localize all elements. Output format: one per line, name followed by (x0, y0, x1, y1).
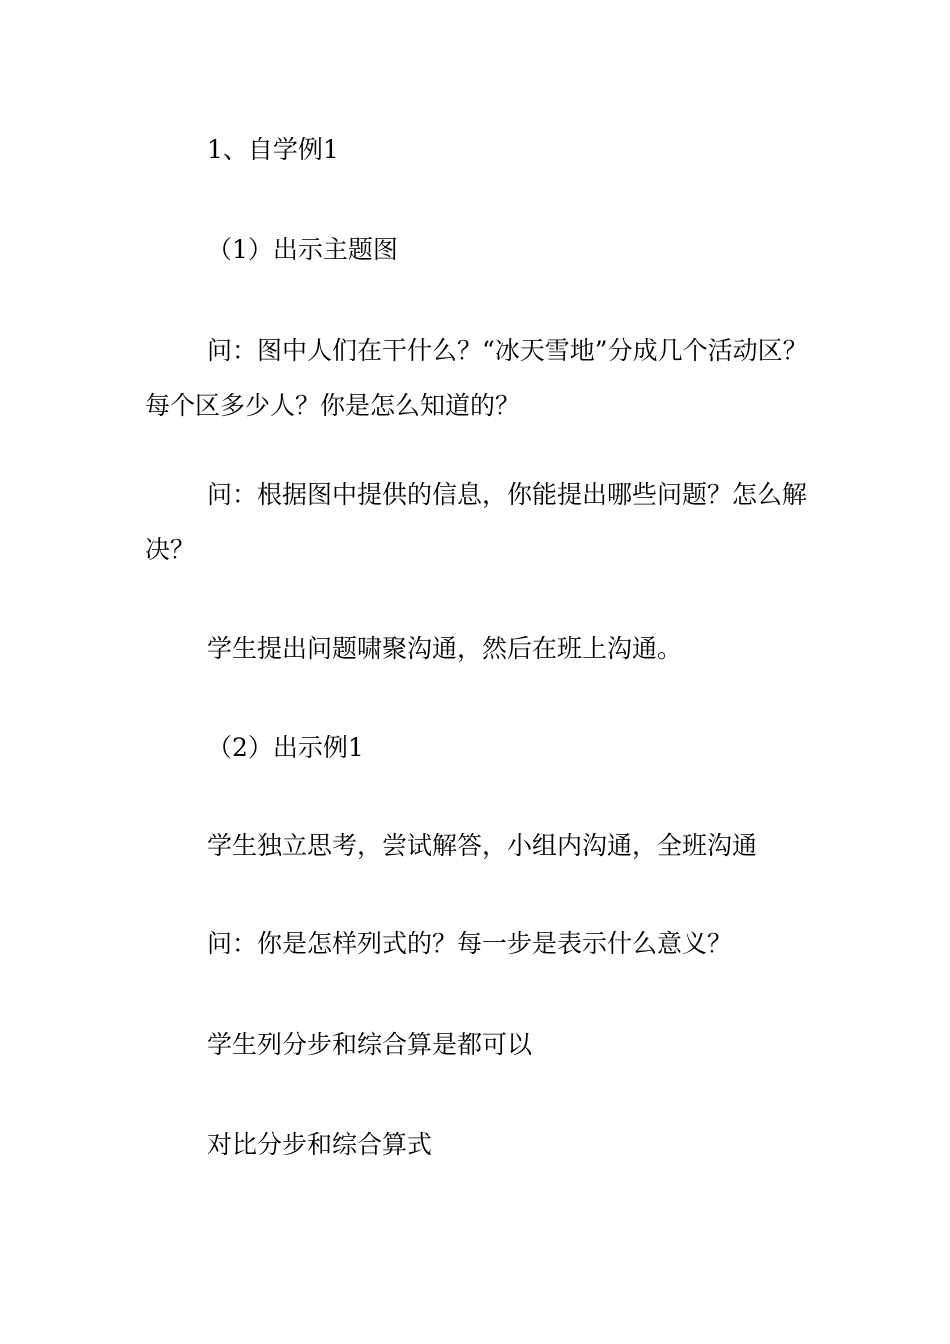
body-paragraph: 学生独立思考，尝试解答，小组内沟通，全班沟通 (207, 831, 758, 860)
subsection-heading: （1）出示主题图 (207, 235, 398, 264)
body-paragraph: 学生列分步和综合算是都可以 (207, 1030, 533, 1059)
section-heading: 1、自学例1 (207, 135, 339, 164)
body-paragraph: 对比分步和综合算式 (207, 1130, 433, 1159)
question-paragraph: 问：你是怎样列式的？每一步是表示什么意义？ (207, 929, 733, 958)
question-paragraph: 问：根据图中提供的信息，你能提出哪些问题？怎么解决？ (145, 480, 808, 564)
body-paragraph: 学生提出问题啸聚沟通，然后在班上沟通。 (207, 634, 683, 663)
question-paragraph: 问：图中人们在干什么？“冰天雪地”分成几个活动区？每个区多少人？你是怎么知道的？ (145, 336, 808, 420)
subsection-heading: （2）出示例1 (207, 733, 364, 762)
